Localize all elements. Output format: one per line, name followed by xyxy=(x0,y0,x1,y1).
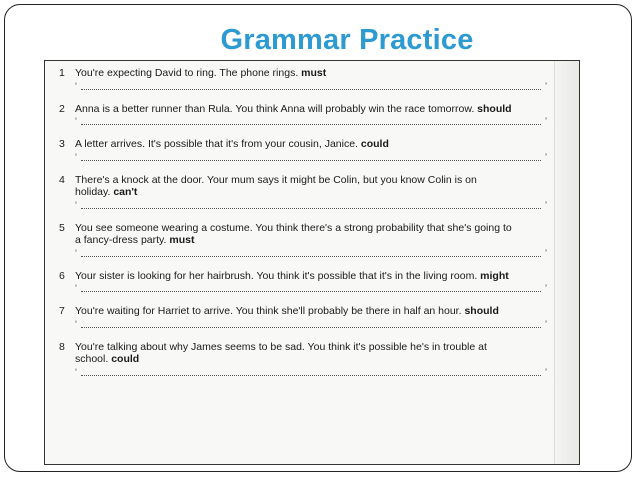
answer-line: ‘ ’ xyxy=(75,116,547,126)
answer-line: ‘ ’ xyxy=(75,151,547,162)
page-title: Grammar Practice xyxy=(220,24,474,56)
question-keyword: must xyxy=(301,67,327,79)
answer-line: ‘ ’ xyxy=(75,366,547,377)
question-1 xyxy=(45,67,547,93)
answer-line: ‘ ’ xyxy=(75,318,547,329)
question-keyword: could xyxy=(111,353,140,365)
question-text: There's a knock at the door. Your mum says it might be Colin, but you know Colin is on holiday. xyxy=(75,173,477,198)
question-text: You're talking about why James seems to be sad. You think it's possible he's in trouble at school. xyxy=(75,340,487,365)
question-number: 4 xyxy=(59,173,65,186)
question-text: A letter arrives. It's possible that it's from your cousin, Janice. xyxy=(75,138,358,150)
question-text: Your sister is looking for her hairbrush. You think it's possible that it's in the living room. xyxy=(75,269,478,282)
answer-line: ‘ ’ xyxy=(75,80,547,91)
answer-line: ‘ ’ xyxy=(75,199,547,210)
question-keyword: might xyxy=(480,269,509,282)
question-6 xyxy=(45,269,547,296)
question-8 xyxy=(45,340,547,379)
question-5 xyxy=(45,221,547,260)
question-3 xyxy=(45,138,547,164)
question-text: You're expecting David to ring. The phone rings. xyxy=(75,67,299,79)
question-number: 2 xyxy=(59,102,65,115)
question-number: 8 xyxy=(59,340,65,353)
question-7 xyxy=(45,305,547,331)
worksheet-image xyxy=(44,60,580,465)
question-number: 7 xyxy=(59,305,65,317)
question-keyword: can't xyxy=(113,186,138,198)
question-number: 6 xyxy=(59,269,65,282)
answer-line: ‘ ’ xyxy=(75,283,547,293)
question-4 xyxy=(45,173,547,212)
question-list xyxy=(45,67,551,379)
question-number: 3 xyxy=(59,138,65,150)
question-number: 5 xyxy=(59,221,65,234)
question-text: You're waiting for Harriet to arrive. You think she'll probably be there in half an hour. xyxy=(75,305,462,317)
question-number: 1 xyxy=(59,67,65,79)
scan-edge xyxy=(554,61,579,464)
question-text: You see someone wearing a costume. You think there's a strong probability that she's going to a fancy-dress party. xyxy=(75,221,512,246)
answer-line: ‘ ’ xyxy=(75,247,547,258)
question-keyword: could xyxy=(360,138,389,150)
question-keyword: should xyxy=(464,305,499,317)
question-2 xyxy=(45,102,547,129)
question-keyword: should xyxy=(477,102,512,115)
question-keyword: must xyxy=(169,234,195,246)
question-text: Anna is a better runner than Rula. You think Anna will probably win the race tomorrow. xyxy=(75,102,475,115)
